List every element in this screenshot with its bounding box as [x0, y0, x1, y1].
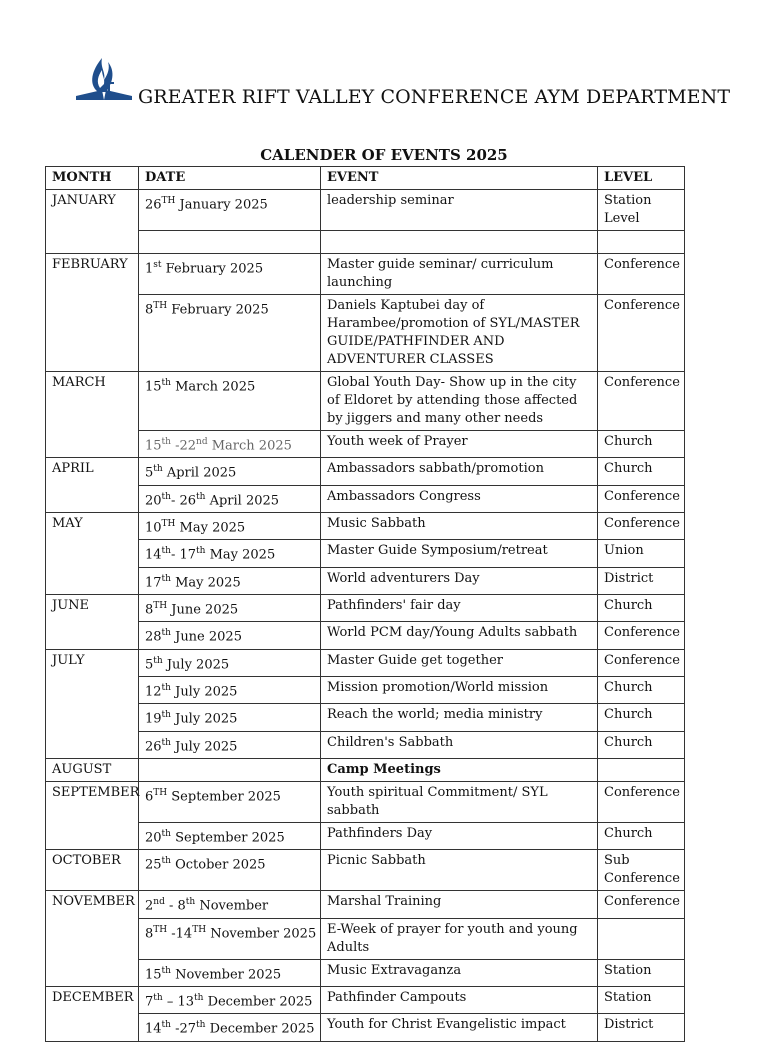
event-cell: Master Guide Symposium/retreat	[321, 540, 598, 567]
level-cell	[598, 231, 685, 254]
month-cell: SEPTEMBER	[46, 781, 139, 849]
table-header-row	[46, 167, 685, 190]
event-cell: Daniels Kaptubei day of Harambee/promotion of SYL/MASTER GUIDE/PATHFINDER AND ADVENTURER CLASSES	[321, 295, 598, 372]
table-row	[46, 1014, 685, 1041]
organization-name: GREATER RIFT VALLEY CONFERENCE AYM DEPARTMENT	[138, 86, 731, 108]
event-cell: Children's Sabbath	[321, 731, 598, 758]
level-cell: District	[598, 567, 685, 594]
level-cell: Station Level	[598, 190, 685, 231]
month-cell: NOVEMBER	[46, 891, 139, 987]
date-cell: 5th July 2025	[139, 649, 321, 676]
header-event: EVENT	[321, 167, 598, 190]
table-row	[46, 431, 685, 458]
event-cell: Master guide seminar/ curriculum launching	[321, 254, 598, 295]
date-cell: 15th -22nd March 2025	[139, 431, 321, 458]
date-cell: 19th July 2025	[139, 704, 321, 731]
table-row	[46, 540, 685, 567]
table-row	[46, 190, 685, 231]
date-cell: 28th June 2025	[139, 622, 321, 649]
event-cell: Ambassadors sabbath/promotion	[321, 458, 598, 485]
church-logo-icon	[74, 48, 134, 104]
month-cell: AUGUST	[46, 758, 139, 781]
level-cell: Church	[598, 594, 685, 621]
header-date: DATE	[139, 167, 321, 190]
month-cell: FEBRUARY	[46, 254, 139, 372]
event-cell: Pathfinders' fair day	[321, 594, 598, 621]
table-row	[46, 485, 685, 512]
level-cell: Conference	[598, 781, 685, 822]
table-row	[46, 372, 685, 431]
events-table	[45, 166, 685, 1042]
date-cell: 20th- 26th April 2025	[139, 485, 321, 512]
date-cell: 25th October 2025	[139, 850, 321, 891]
level-cell: Conference	[598, 485, 685, 512]
table-row	[46, 850, 685, 891]
month-cell: OCTOBER	[46, 850, 139, 891]
event-cell: Pathfinder Campouts	[321, 986, 598, 1013]
level-cell: Church	[598, 431, 685, 458]
date-cell: 10TH May 2025	[139, 512, 321, 539]
table-body	[46, 190, 685, 1042]
event-cell	[321, 231, 598, 254]
date-cell: 20th September 2025	[139, 822, 321, 849]
event-cell: Music Extravaganza	[321, 959, 598, 986]
level-cell: Station	[598, 959, 685, 986]
table-row	[46, 676, 685, 703]
level-cell	[598, 758, 685, 781]
date-cell: 26TH January 2025	[139, 190, 321, 231]
level-cell: Conference	[598, 254, 685, 295]
date-cell	[139, 231, 321, 254]
document-title: CALENDER OF EVENTS 2025	[260, 146, 508, 164]
date-cell: 8TH February 2025	[139, 295, 321, 372]
event-cell: World adventurers Day	[321, 567, 598, 594]
month-cell: MAY	[46, 512, 139, 594]
level-cell: Station	[598, 986, 685, 1013]
header-level: LEVEL	[598, 167, 685, 190]
date-cell: 26th July 2025	[139, 731, 321, 758]
level-cell: Conference	[598, 622, 685, 649]
level-cell: Conference	[598, 512, 685, 539]
level-cell: Conference	[598, 295, 685, 372]
date-cell: 2nd - 8th November	[139, 891, 321, 918]
event-cell: Youth spiritual Commitment/ SYL sabbath	[321, 781, 598, 822]
table-row	[46, 822, 685, 849]
event-cell: Camp Meetings	[321, 758, 598, 781]
table-row	[46, 891, 685, 918]
table-row	[46, 918, 685, 959]
header-month: MONTH	[46, 167, 139, 190]
date-cell: 5th April 2025	[139, 458, 321, 485]
table-row	[46, 567, 685, 594]
month-cell: JUNE	[46, 594, 139, 649]
table-row	[46, 622, 685, 649]
event-cell: Reach the world; media ministry	[321, 704, 598, 731]
table-row	[46, 512, 685, 539]
table-row	[46, 781, 685, 822]
event-cell: World PCM day/Young Adults sabbath	[321, 622, 598, 649]
level-cell: Sub Conference	[598, 850, 685, 891]
level-cell: Conference	[598, 372, 685, 431]
date-cell: 15th March 2025	[139, 372, 321, 431]
date-cell: 8TH June 2025	[139, 594, 321, 621]
level-cell: District	[598, 1014, 685, 1041]
level-cell	[598, 918, 685, 959]
table-row	[46, 254, 685, 295]
table-row	[46, 986, 685, 1013]
event-cell: Pathfinders Day	[321, 822, 598, 849]
date-cell: 15th November 2025	[139, 959, 321, 986]
month-cell: JANUARY	[46, 190, 139, 254]
level-cell: Conference	[598, 649, 685, 676]
date-cell: 8TH -14TH November 2025	[139, 918, 321, 959]
date-cell: 12th July 2025	[139, 676, 321, 703]
level-cell: Church	[598, 676, 685, 703]
event-cell: Youth week of Prayer	[321, 431, 598, 458]
level-cell: Union	[598, 540, 685, 567]
level-cell: Church	[598, 731, 685, 758]
event-cell: Marshal Training	[321, 891, 598, 918]
header	[74, 48, 731, 112]
date-cell: 1st February 2025	[139, 254, 321, 295]
date-cell: 6TH September 2025	[139, 781, 321, 822]
level-cell: Church	[598, 458, 685, 485]
table-row	[46, 231, 685, 254]
event-cell: Master Guide get together	[321, 649, 598, 676]
month-cell: APRIL	[46, 458, 139, 513]
event-cell: Ambassadors Congress	[321, 485, 598, 512]
level-cell: Church	[598, 704, 685, 731]
level-cell: Conference	[598, 891, 685, 918]
event-cell: Global Youth Day- Show up in the city of Eldoret by attending those affected by jiggers and many other needs	[321, 372, 598, 431]
month-cell: MARCH	[46, 372, 139, 458]
table-row	[46, 959, 685, 986]
month-cell: DECEMBER	[46, 986, 139, 1041]
table-row	[46, 594, 685, 621]
table-row	[46, 295, 685, 372]
event-cell: Youth for Christ Evangelistic impact	[321, 1014, 598, 1041]
month-cell: JULY	[46, 649, 139, 758]
date-cell: 14th- 17th May 2025	[139, 540, 321, 567]
table-row	[46, 458, 685, 485]
date-cell: 17th May 2025	[139, 567, 321, 594]
date-cell: 7th – 13th December 2025	[139, 986, 321, 1013]
event-cell: Picnic Sabbath	[321, 850, 598, 891]
level-cell: Church	[598, 822, 685, 849]
event-cell: Mission promotion/World mission	[321, 676, 598, 703]
table-row	[46, 731, 685, 758]
table-row	[46, 704, 685, 731]
event-cell: E-Week of prayer for youth and young Adults	[321, 918, 598, 959]
event-cell: Music Sabbath	[321, 512, 598, 539]
event-cell: leadership seminar	[321, 190, 598, 231]
date-cell: 14th -27th December 2025	[139, 1014, 321, 1041]
date-cell	[139, 758, 321, 781]
table-row	[46, 649, 685, 676]
table-row	[46, 758, 685, 781]
